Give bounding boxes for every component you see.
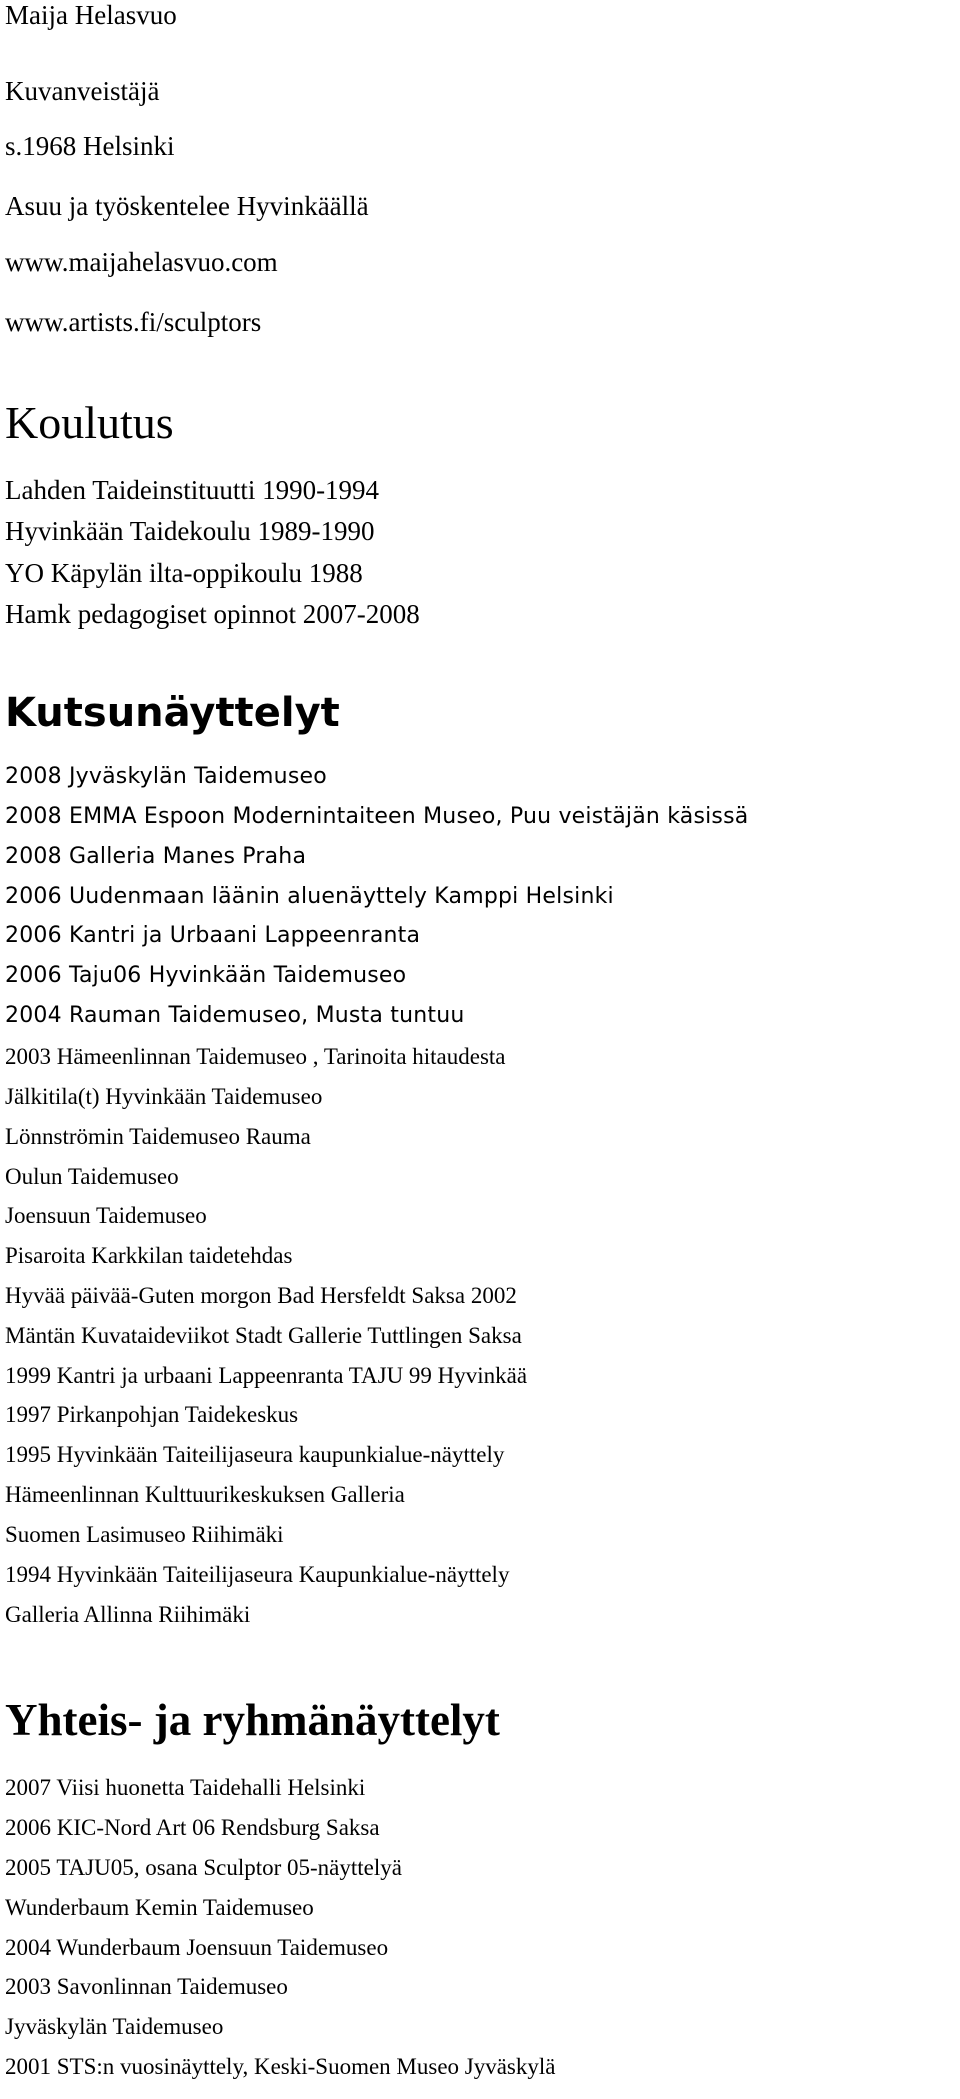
invitational-item: Mäntän Kuvataideviikot Stadt Gallerie Tuttlingen Saksa: [5, 1323, 522, 1348]
education-item: Lahden Taideinstituutti 1990-1994: [5, 475, 380, 505]
invitational-item: 2006 Kantri ja Urbaani Lappeenranta: [5, 923, 421, 948]
artist-residence: Asuu ja työskentelee Hyvinkäällä: [5, 191, 369, 221]
invitational-item: Hyvää päivää-Guten morgon Bad Hersfeldt Saksa 2002: [5, 1283, 517, 1308]
website-link[interactable]: www.maijahelasvuo.com: [5, 247, 278, 277]
education-item: Hamk pedagogiset opinnot 2007-2008: [5, 599, 420, 629]
education-heading: Koulutus: [5, 397, 174, 448]
group-item: 2003 Savonlinnan Taidemuseo: [5, 1974, 288, 1999]
artist-profession: Kuvanveistäjä: [5, 76, 160, 106]
group-exhibitions-heading: Yhteis- ja ryhmänäyttelyt: [5, 1695, 500, 1745]
group-item: Wunderbaum Kemin Taidemuseo: [5, 1895, 314, 1920]
artist-name: Maija Helasvuo: [5, 0, 177, 30]
invitational-item: 1999 Kantri ja urbaani Lappeenranta TAJU 99 Hyvinkää: [5, 1363, 528, 1388]
invitational-item: 2008 Galleria Manes Praha: [5, 844, 307, 869]
invitational-item: Suomen Lasimuseo Riihimäki: [5, 1522, 284, 1547]
group-item: 2004 Wunderbaum Joensuun Taidemuseo: [5, 1935, 389, 1960]
group-item: 2006 KIC-Nord Art 06 Rendsburg Saksa: [5, 1815, 380, 1840]
invitational-item: Galleria Allinna Riihimäki: [5, 1602, 251, 1627]
invitational-item: 2008 EMMA Espoon Modernintaiteen Museo, Puu veistäjän käsissä: [5, 804, 749, 829]
group-item: 2007 Viisi huonetta Taidehalli Helsinki: [5, 1775, 366, 1800]
invitational-item: 2006 Taju06 Hyvinkään Taidemuseo: [5, 963, 407, 988]
invitational-item: Pisaroita Karkkilan taidetehdas: [5, 1243, 293, 1268]
invitational-heading: Kutsunäyttelyt: [5, 690, 340, 736]
invitational-item: Hämeenlinnan Kulttuurikeskuksen Galleria: [5, 1482, 405, 1507]
invitational-item: Oulun Taidemuseo: [5, 1164, 179, 1189]
education-item: Hyvinkään Taidekoulu 1989-1990: [5, 516, 375, 546]
invitational-item: 1997 Pirkanpohjan Taidekeskus: [5, 1402, 299, 1427]
group-item: 2001 STS:n vuosinäyttely, Keski-Suomen Museo Jyväskylä: [5, 2054, 556, 2079]
invitational-item: 2003 Hämeenlinnan Taidemuseo , Tarinoita hitaudesta: [5, 1044, 506, 1069]
invitational-item: 2008 Jyväskylän Taidemuseo: [5, 764, 327, 789]
group-item: Jyväskylän Taidemuseo: [5, 2014, 224, 2039]
invitational-item: Lönnströmin Taidemuseo Rauma: [5, 1124, 311, 1149]
education-item: YO Käpylän ilta-oppikoulu 1988: [5, 558, 363, 588]
group-item: 2005 TAJU05, osana Sculptor 05-näyttelyä: [5, 1855, 402, 1880]
invitational-item: 2004 Rauman Taidemuseo, Musta tuntuu: [5, 1003, 465, 1028]
invitational-item: 1994 Hyvinkään Taiteilijaseura Kaupunkialue-näyttely: [5, 1562, 510, 1587]
invitational-item: 2006 Uudenmaan läänin aluenäyttely Kamppi Helsinki: [5, 884, 614, 909]
invitational-item: 1995 Hyvinkään Taiteilijaseura kaupunkialue-näyttely: [5, 1442, 505, 1467]
invitational-item: Jälkitila(t) Hyvinkään Taidemuseo: [5, 1084, 323, 1109]
artist-birth: s.1968 Helsinki: [5, 131, 175, 161]
portfolio-link[interactable]: www.artists.fi/sculptors: [5, 307, 262, 337]
invitational-item: Joensuun Taidemuseo: [5, 1203, 207, 1228]
